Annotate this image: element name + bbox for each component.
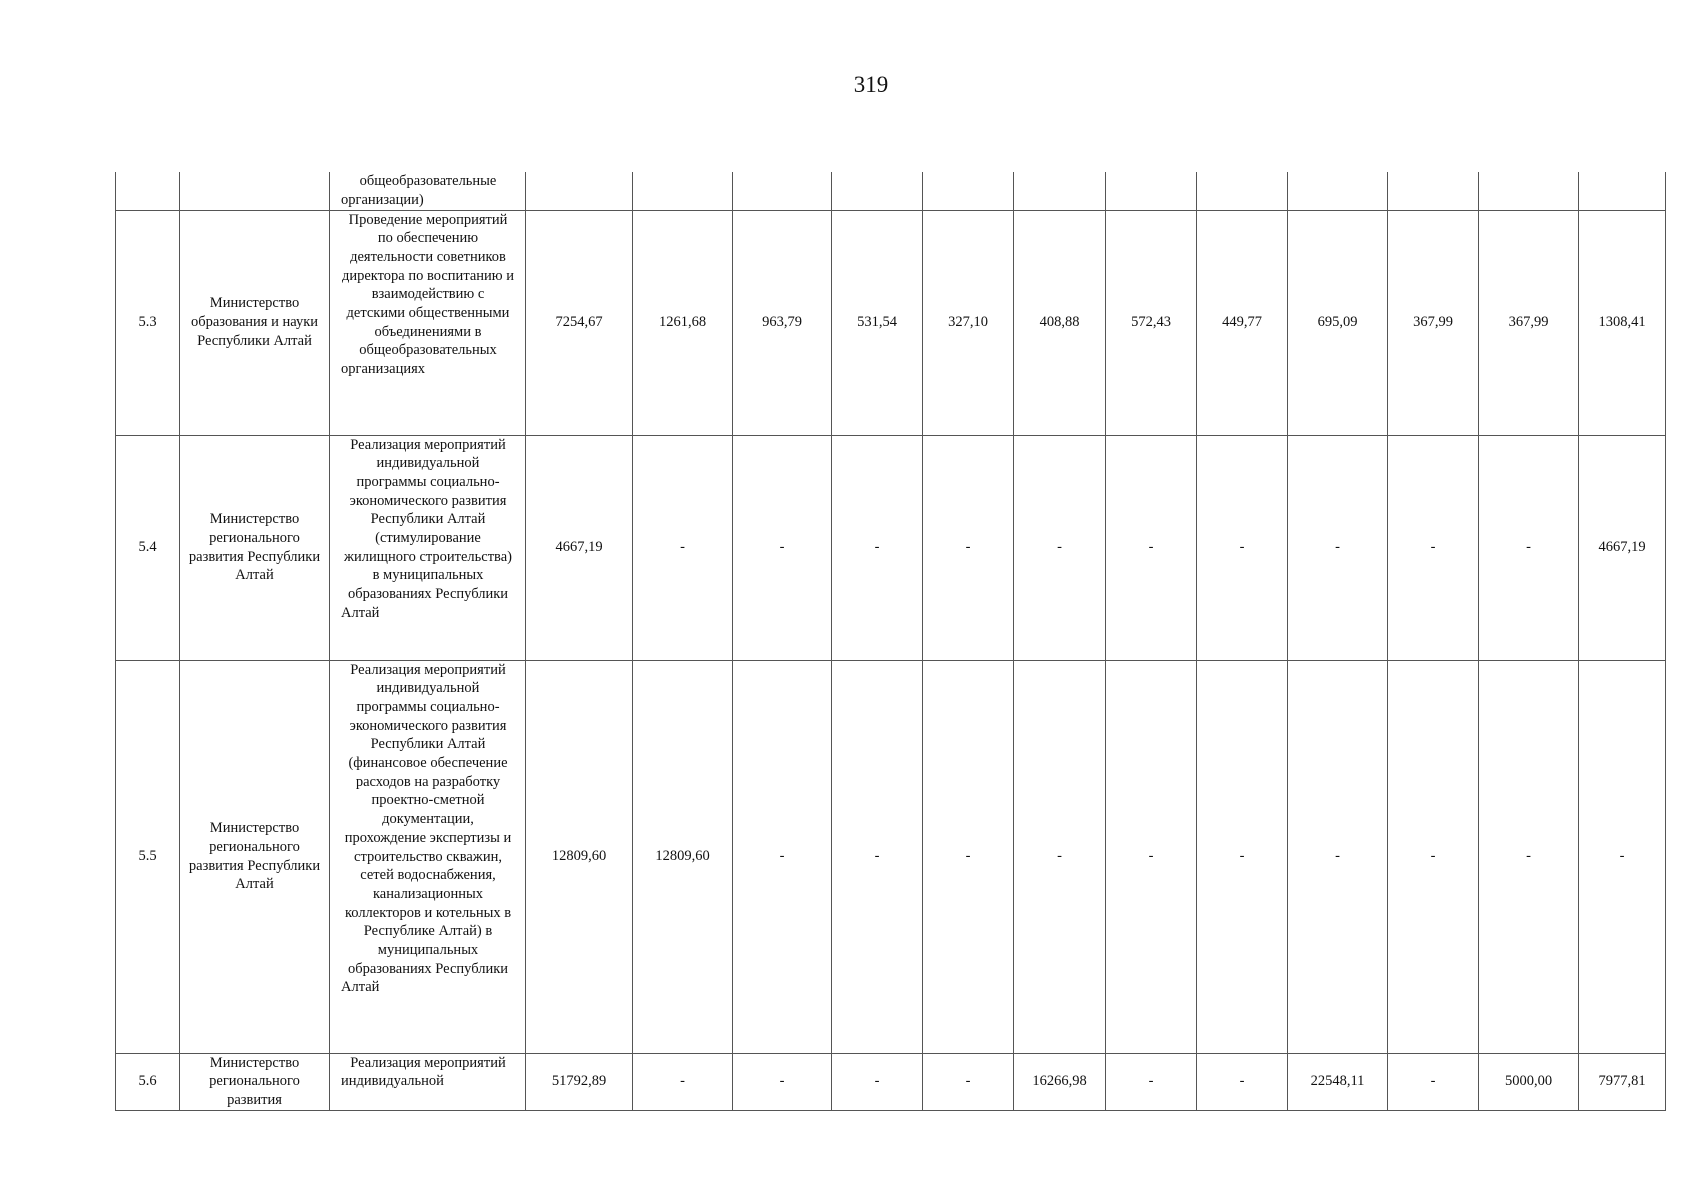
value-cell: - [733, 1053, 832, 1110]
value-cell: - [923, 1053, 1014, 1110]
value-cell [1388, 172, 1479, 210]
value-cell: - [832, 435, 923, 660]
table-row [116, 1053, 1666, 1110]
value-cell: 695,09 [1288, 210, 1388, 435]
value-cell: - [733, 660, 832, 1053]
value-cell [633, 172, 733, 210]
table-row [116, 660, 1666, 1053]
value-cell [1106, 172, 1197, 210]
value-cell [1197, 172, 1288, 210]
table-row [116, 172, 1666, 210]
value-cell [1014, 172, 1106, 210]
value-cell: 12809,60 [526, 660, 633, 1053]
value-cell [832, 172, 923, 210]
value-cell: - [923, 435, 1014, 660]
description-cell: Проведение мероприятий по обеспечению деятельности советников директора по воспитанию и взаимодействию с детскими общественными объединениями в общеобразовательных организациях [330, 210, 526, 435]
value-cell: - [1014, 660, 1106, 1053]
table-row [116, 435, 1666, 660]
value-cell [1288, 172, 1388, 210]
row-number [116, 172, 180, 210]
row-number: 5.3 [116, 210, 180, 435]
table-row [116, 210, 1666, 435]
value-cell [1579, 172, 1666, 210]
value-cell: 367,99 [1479, 210, 1579, 435]
value-cell: - [1106, 660, 1197, 1053]
value-cell: 7977,81 [1579, 1053, 1666, 1110]
value-cell: 367,99 [1388, 210, 1479, 435]
value-cell: - [1388, 1053, 1479, 1110]
value-cell: 531,54 [832, 210, 923, 435]
value-cell: 51792,89 [526, 1053, 633, 1110]
description-cell: Реализация мероприятий индивидуальной программы социально-экономического развития Республики Алтай (финансовое обеспечение расходов на разработку проектно-сметной документации, прохождение экспертизы и строительство скважин, сетей водоснабжения, канализационных коллекторов и котельных в Республике Алтай) в муниципальных образованиях Республики Алтай [330, 660, 526, 1053]
value-cell: - [923, 660, 1014, 1053]
value-cell: - [1197, 1053, 1288, 1110]
value-cell: 22548,11 [1288, 1053, 1388, 1110]
value-cell: - [1106, 435, 1197, 660]
description-cell: Реализация мероприятий индивидуальной [330, 1053, 526, 1110]
description-cell: Реализация мероприятий индивидуальной программы социально-экономического развития Республики Алтай (стимулирование жилищного строительства) в муниципальных образованиях Республики Алтай [330, 435, 526, 660]
value-cell: - [1479, 660, 1579, 1053]
agency-cell: Министерство регионального развития Республики Алтай [180, 660, 330, 1053]
row-number: 5.6 [116, 1053, 180, 1110]
value-cell [923, 172, 1014, 210]
value-cell: - [1388, 660, 1479, 1053]
agency-cell: Министерство регионального развития [180, 1053, 330, 1110]
row-number: 5.4 [116, 435, 180, 660]
value-cell [526, 172, 633, 210]
value-cell: 327,10 [923, 210, 1014, 435]
value-cell: - [1388, 435, 1479, 660]
value-cell [1479, 172, 1579, 210]
value-cell: - [633, 435, 733, 660]
value-cell: - [1579, 660, 1666, 1053]
agency-cell: Министерство регионального развития Республики Алтай [180, 435, 330, 660]
value-cell: 963,79 [733, 210, 832, 435]
budget-table [115, 172, 1666, 1111]
value-cell: - [1106, 1053, 1197, 1110]
description-cell: общеобразовательные организации) [330, 172, 526, 210]
agency-cell [180, 172, 330, 210]
value-cell: - [1479, 435, 1579, 660]
value-cell: - [733, 435, 832, 660]
value-cell: - [832, 660, 923, 1053]
value-cell: 5000,00 [1479, 1053, 1579, 1110]
value-cell: 408,88 [1014, 210, 1106, 435]
value-cell: 1308,41 [1579, 210, 1666, 435]
value-cell: - [1197, 660, 1288, 1053]
row-number: 5.5 [116, 660, 180, 1053]
value-cell: 12809,60 [633, 660, 733, 1053]
value-cell: - [832, 1053, 923, 1110]
agency-cell: Министерство образования и науки Республики Алтай [180, 210, 330, 435]
value-cell: 4667,19 [1579, 435, 1666, 660]
value-cell: - [1288, 435, 1388, 660]
value-cell [733, 172, 832, 210]
value-cell: 4667,19 [526, 435, 633, 660]
value-cell: - [1288, 660, 1388, 1053]
value-cell: - [633, 1053, 733, 1110]
value-cell: 1261,68 [633, 210, 733, 435]
value-cell: - [1197, 435, 1288, 660]
page-number: 319 [853, 72, 889, 97]
value-cell: 572,43 [1106, 210, 1197, 435]
value-cell: - [1014, 435, 1106, 660]
value-cell: 7254,67 [526, 210, 633, 435]
value-cell: 449,77 [1197, 210, 1288, 435]
value-cell: 16266,98 [1014, 1053, 1106, 1110]
